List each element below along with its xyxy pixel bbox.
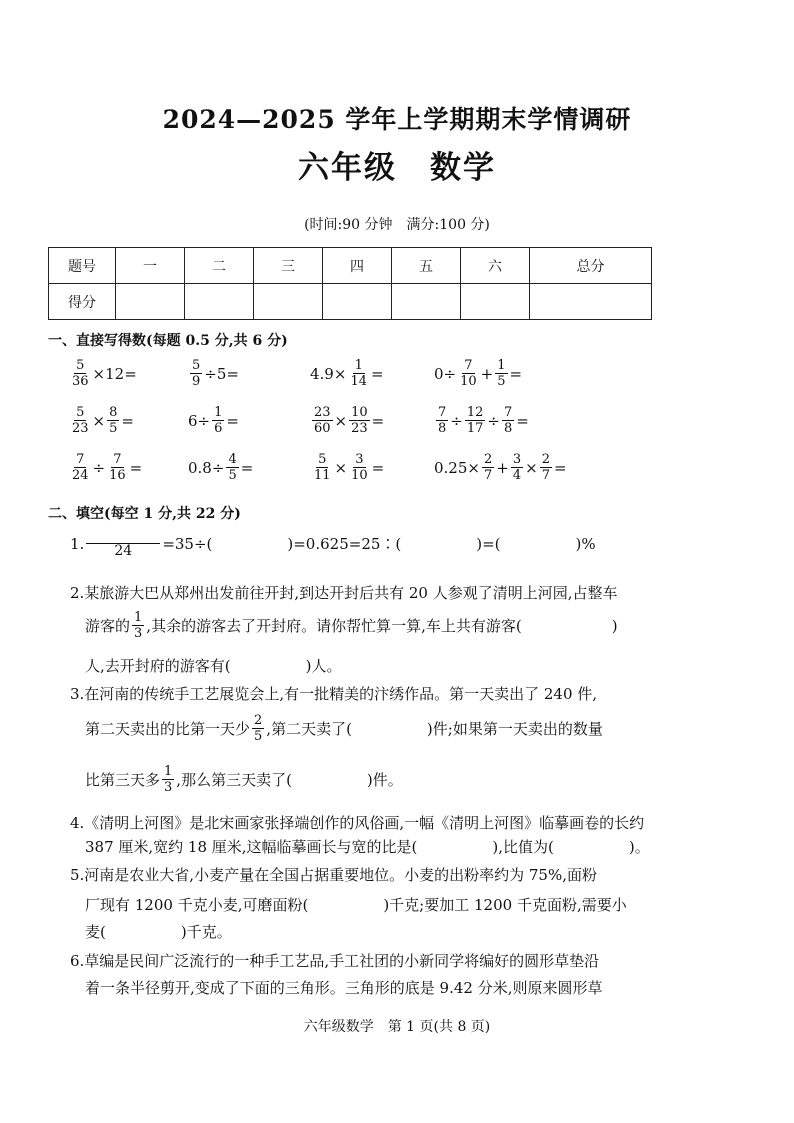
exam-subject: 六年级 数学 xyxy=(298,150,496,186)
calc-item: 4.9× $\frac{1}{14}$ = xyxy=(310,358,384,389)
question-5-line2: 厂现有 1200 千克小麦,可磨面粉( )千克;要加工 1200 千克面粉,需要小 xyxy=(85,896,627,914)
question-5-line1: 5.河南是农业大省,小麦产量在全国占据重要地位。小麦的出粉率约为 75%,面粉 xyxy=(70,866,597,884)
question-6-line2: 着一条半径剪开,变成了下面的三角形。三角形的底是 9.42 分米,则原来圆形草 xyxy=(85,979,603,997)
fraction-blank[interactable]: 24 xyxy=(86,528,160,559)
calc-item: $\frac{5}{36}$ ×12= xyxy=(72,358,137,389)
question-3-line2: 第二天卖出的比第一天少 $\frac{2}{5}$ ,第二天卖了( )件;如果第一天卖出的数量 xyxy=(85,713,603,744)
table-cell: 题号 xyxy=(49,248,116,284)
score-input-cell[interactable] xyxy=(461,284,530,320)
question-2-line2: 游客的 $\frac{1}{3}$ ,其余的游客去了开封府。请你帮忙算一算,车上共有游客( ) xyxy=(85,610,618,641)
table-cell: 六 xyxy=(461,248,530,284)
fraction: $\frac{1}{6}$ xyxy=(214,405,223,436)
fraction: $\frac{2}{5}$ xyxy=(254,713,263,744)
fraction: $\frac{4}{5}$ xyxy=(228,452,237,483)
fraction: $\frac{1}{3}$ xyxy=(134,610,143,641)
table-cell: 得分 xyxy=(49,284,116,320)
fraction: $\frac{12}{17}$ xyxy=(466,405,484,436)
calc-item: $\frac{5}{11}$ × $\frac{3}{10}$ = xyxy=(314,452,385,483)
question-5-line3: 麦( )千克。 xyxy=(85,923,232,941)
calc-item: 0.8÷ $\frac{4}{5}$ = xyxy=(188,452,254,483)
fraction: $\frac{5}{11}$ xyxy=(314,452,331,483)
fraction: $\frac{5}{36}$ xyxy=(72,358,89,389)
fraction: $\frac{7}{10}$ xyxy=(460,358,477,389)
calc-item: 6÷ $\frac{1}{6}$ = xyxy=(188,405,239,436)
calc-item: $\frac{7}{8}$ ÷ $\frac{12}{17}$ ÷ $\frac{7}{8}$ = xyxy=(438,405,529,436)
table-cell: 一 xyxy=(116,248,185,284)
calc-item: $\frac{7}{24}$ ÷ $\frac{7}{16}$ = xyxy=(72,452,143,483)
question-4-line1: 4.《清明上河图》是北宋画家张择端创作的风俗画,一幅《清明上河图》临摹画卷的长约 xyxy=(70,814,645,832)
page-footer: 六年级数学 第 1 页(共 8 页) xyxy=(303,1019,491,1035)
table-cell: 三 xyxy=(254,248,323,284)
question-3-line3: 比第三天多 $\frac{1}{3}$ ,那么第三天卖了( )件。 xyxy=(85,764,403,795)
fraction: $\frac{3}{10}$ xyxy=(351,452,368,483)
table-cell: 五 xyxy=(392,248,461,284)
fraction: $\frac{1}{5}$ xyxy=(497,358,506,389)
fraction: $\frac{7}{8}$ xyxy=(503,405,513,436)
question-6-line1: 6.草编是民间广泛流行的一种手工艺品,手工社团的小新同学将编好的圆形草垫沿 xyxy=(70,952,600,970)
fraction: $\frac{3}{4}$ xyxy=(512,452,522,483)
calc-item: 0÷ $\frac{7}{10}$ + $\frac{1}{5}$ = xyxy=(434,358,523,389)
table-cell: 总分 xyxy=(530,248,652,284)
calc-item: 0.25× $\frac{2}{7}$ + $\frac{3}{4}$ × $\frac{2}{7}$ = xyxy=(434,452,567,483)
section2-heading: 二、填空(每空 1 分,共 22 分) xyxy=(48,506,241,522)
fraction: $\frac{10}{23}$ xyxy=(351,405,368,436)
fraction: $\frac{5}{9}$ xyxy=(192,358,201,389)
question-4-line2: 387 厘米,宽约 18 厘米,这幅临摹画长与宽的比是( ),比值为( )。 xyxy=(85,838,650,856)
calc-item: $\frac{5}{23}$ × $\frac{8}{5}$ = xyxy=(72,405,134,436)
time-info: (时间:90 分钟 满分:100 分) xyxy=(304,217,490,233)
fraction: $\frac{8}{5}$ xyxy=(109,405,118,436)
section1-heading: 一、直接写得数(每题 0.5 分,共 6 分) xyxy=(48,333,288,349)
fraction: $\frac{7}{24}$ xyxy=(72,452,89,483)
exam-title: 2024—2025 学年上学期期末学情调研 xyxy=(162,105,632,134)
table-cell: 四 xyxy=(323,248,392,284)
score-table-header-row xyxy=(49,248,652,284)
fraction: $\frac{2}{7}$ xyxy=(483,452,493,483)
fraction: $\frac{1}{14}$ xyxy=(350,358,367,389)
score-input-cell[interactable] xyxy=(392,284,461,320)
fraction: $\frac{23}{60}$ xyxy=(314,405,331,436)
score-input-cell[interactable] xyxy=(254,284,323,320)
fraction: $\frac{1}{3}$ xyxy=(164,764,173,795)
question-1: 1. 24 =35÷( )=0.625=25∶( )=( )% xyxy=(70,528,596,559)
fraction: $\frac{5}{23}$ xyxy=(72,405,89,436)
question-2-line3: 人,去开封府的游客有( )人。 xyxy=(85,657,342,675)
score-table xyxy=(48,247,652,320)
fraction: $\frac{7}{8}$ xyxy=(438,405,447,436)
calc-item: $\frac{5}{9}$ ÷5= xyxy=(192,358,239,389)
fraction: $\frac{7}{16}$ xyxy=(109,452,126,483)
question-3-line1: 3.在河南的传统手工艺展览会上,有一批精美的汴绣作品。第一天卖出了 240 件, xyxy=(70,685,598,703)
calc-item: $\frac{23}{60}$ × $\frac{10}{23}$ = xyxy=(314,405,385,436)
score-input-cell[interactable] xyxy=(323,284,392,320)
score-input-cell[interactable] xyxy=(530,284,652,320)
score-table-score-row xyxy=(49,284,652,320)
table-cell: 二 xyxy=(185,248,254,284)
question-2-line1: 2.某旅游大巴从郑州出发前往开封,到达开封后共有 20 人参观了清明上河园,占整车 xyxy=(70,584,618,602)
score-input-cell[interactable] xyxy=(116,284,185,320)
fraction: $\frac{2}{7}$ xyxy=(541,452,550,483)
score-input-cell[interactable] xyxy=(185,284,254,320)
